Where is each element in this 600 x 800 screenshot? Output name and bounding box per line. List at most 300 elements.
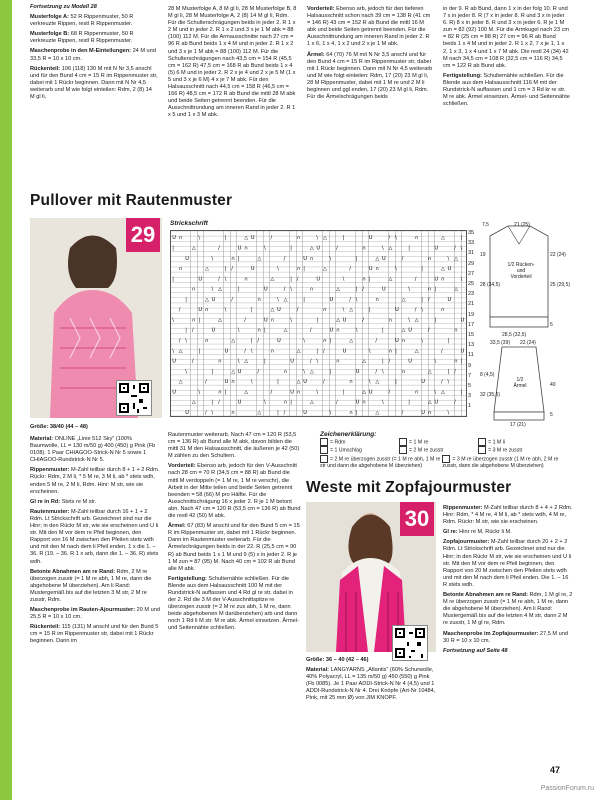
chart-symbol: △ [427, 368, 432, 375]
chart-symbol: | [447, 368, 450, 375]
chart-symbol: U [290, 389, 294, 396]
weste-qr-code[interactable] [392, 625, 428, 661]
chart-symbol: / [362, 286, 364, 293]
chart-symbol: △ [191, 399, 196, 406]
chart-symbol: ∩ [309, 286, 314, 293]
chart-symbol: △ [388, 245, 393, 252]
chart-symbol: ∩ [191, 286, 196, 293]
chart-symbol: △ [401, 327, 406, 334]
chart-symbol: △ [414, 317, 419, 324]
chart-symbol: \ [172, 348, 174, 355]
chart-symbol: △ [244, 389, 249, 396]
chart-symbol: U [277, 307, 281, 314]
top-col3-paragraph-text: 64 (70) 76 M mit N Nr 3,5 anschl und für den Bund 4 cm = 15 R im Rippenmuster str, dabei mit 1 Rückr beginnen. Dann mit N Nr 4,5 weiterarb und M wie folgt einteilen: Rdm, 17 (20) 23 M gl li, 28 M Rippenmuster, dabei mit 1 M re und 2 M li beginnen und ggl enden, 17 (20) 23 M gl li, Rdm. Für die Ärmelschrägungen beids [307, 51, 433, 101]
pullover-col1-paragraph [30, 467, 162, 495]
top-col1-paragraph-text: 24 M und 33,5 R = 10 x 10 cm. [30, 48, 156, 62]
chart-symbol: / [178, 338, 181, 344]
pullover-col1-paragraph-label: Rückenteil: [30, 624, 62, 631]
chart-symbol: U [211, 327, 216, 334]
chart-symbol: / [322, 348, 325, 355]
chart-symbol: △ [362, 358, 367, 365]
garment-schema [480, 222, 570, 432]
top-col1-paragraph-label: Musterfolge A: [30, 14, 71, 21]
weste-col2-paragraph-label: Gl re: [443, 529, 460, 536]
chart-symbol: U [172, 389, 176, 396]
chart-symbol: ∩ [440, 307, 445, 314]
chart-symbol: ∩ [427, 255, 432, 262]
chart-symbol: U [447, 266, 452, 273]
qr-pattern [393, 626, 427, 660]
chart-symbol: | [329, 338, 332, 344]
chart-symbol: △ [362, 389, 367, 396]
chart-symbol: \ [460, 276, 463, 283]
knitting-chart [170, 230, 467, 417]
chart-row-number: 27 [468, 270, 475, 277]
weste-col2-paragraph [443, 529, 573, 536]
chart-symbol: | [342, 389, 345, 396]
pullover-col1-paragraph-text: 115 (131) M anschl und für den Bund 5 cm = 15 R im Rippenmuster str, dabei mit 1 Rückr beginnen. Dann im [30, 624, 159, 645]
legend-item: = 1 M re [399, 438, 478, 446]
top-column-1 [30, 4, 158, 104]
top-col1-paragraph-label: Rückenteil: [30, 65, 62, 72]
page-number: 47 [549, 765, 560, 775]
chart-symbol: \ [408, 286, 410, 293]
chart-symbol: △ [204, 266, 209, 273]
chart-symbol: \ [381, 399, 384, 406]
chart-symbol: ∩ [322, 338, 327, 344]
chart-symbol: U [290, 358, 294, 365]
chart-symbol: / [362, 317, 364, 324]
chart-symbol: / [191, 358, 194, 365]
chart-symbol: △ [283, 327, 288, 334]
chart-symbol: ∩ [218, 389, 222, 396]
chart-symbol: / [401, 409, 404, 416]
qr-pattern [117, 381, 151, 415]
top-col4-paragraph-label: Fertigstellung: [443, 72, 484, 79]
chart-symbol: ∩ [349, 379, 353, 386]
chart-symbol: | [185, 296, 187, 303]
pullover-col2-paragraph-text: Ebenso arb, jedoch für den V-Ausschnitt nach 28 cm = 70 R (34,5 cm = 88 R) ab Bund die mittl M verdoppeln (= 1 M re, 1 M re verschr), die Arbeit in der Mitte teilen und beide Seiten getrennt beenden = 58 (66) M pro Hälfte. Für die Ausschnittschrägung 16 x jeder 2. R je 1 M betont abn. Nach 47 cm = 120 R (53,5 cm = 136 R) ab Bund die restl 42 (50) M abk. [168, 463, 301, 520]
chart-symbol: U [303, 379, 307, 386]
chart-symbol: U [224, 379, 229, 386]
top-column-3 [307, 6, 434, 104]
chart-symbol: ∩ [362, 399, 366, 406]
chart-symbol: \ [185, 368, 187, 375]
chart-symbol: \ [342, 307, 345, 314]
chart-symbol: U [434, 399, 439, 406]
chart-symbol: △ [336, 286, 340, 293]
chart-symbol: ∩ [204, 307, 209, 314]
chart-symbol: △ [322, 266, 327, 273]
chart-symbol: △ [336, 317, 340, 324]
chart-symbol: U [198, 276, 203, 283]
pullover-column-2 [168, 432, 301, 636]
chart-symbol: U [198, 307, 203, 314]
chart-symbol: ∩ [296, 235, 301, 242]
chart-symbol: △ [218, 286, 222, 293]
chart-symbol: \ [316, 358, 319, 365]
chart-symbol: | [211, 368, 214, 375]
chart-symbol: ∩ [388, 348, 393, 355]
pullover-col2-paragraph-text: Rautenmuster weiterarb. Nach 47 cm = 120 R (53,5 cm = 136 R) ab Bund alle M abk, davon bilden die mittl 31 M den Halsausschnitt, die äußeren je 42 (50) M zählen zu den Schultern. [168, 432, 300, 460]
pullover-col1-paragraph-text: 20 M und 25,5 R = 10 x 10 cm. [30, 607, 160, 621]
chart-symbol: | [355, 409, 358, 416]
chart-symbol: \ [355, 327, 358, 334]
legend-item: = 3 M re überzogen zusstr (1 M re abh, 2 M re zusstr, dann die abgehobene M überziehen) [442, 456, 559, 470]
chart-label: Strickschrift [170, 220, 208, 227]
chart-symbol: ∩ [336, 358, 340, 365]
chart-symbol: \ [290, 286, 292, 293]
top-col4-paragraphs [443, 6, 570, 108]
chart-symbol: U [447, 296, 452, 303]
chart-row-number: 1 [468, 403, 472, 410]
chart-symbol: △ [454, 255, 458, 262]
chart-symbol: △ [375, 255, 380, 262]
chart-symbol: \ [381, 368, 384, 375]
chart-symbol: \ [224, 307, 227, 314]
chart-symbol: ∩ [257, 296, 262, 303]
top-col4-paragraph-text: in der 9. R ab Bund, dann 1 x in der folg 10. R und 7 x in jeder 8. R (7 x in jeder 8. R und 3 x in jeder 6. R) 8 x in jeder 8. R und 3 x in jeder 6. R je 1 M zun = 82 (92) 100 M. Für die Armkugel nach 23 cm = 82 R (25 cm = 88 R) 27 cm = 96 R ab Bund beids 1 x 4 M und in jeder 2. R 1 x 2, 7 x je 1, 1 x 2, 1 x 3, 1 x 4 und 1 x 7 M abk. Die restl 24 (34) 42 M nach 34,5 cm = 108 R (32,5 cm = 116 R) 34,5 cm = 122 R ab Bund abk. [443, 6, 570, 69]
legend-item: = 2 M re überzogen zusstr (= 1 M re abh, 1 M re str und dann die abgehobene M überziehen) [320, 456, 441, 470]
chart-symbol: | [381, 327, 384, 334]
schema-dimension: 28 (34,5) [480, 282, 501, 288]
pullover-col1-paragraph [30, 509, 162, 566]
chart-symbol: ∩ [178, 266, 183, 273]
chart-symbol: △ [231, 368, 236, 375]
chart-symbol: / [414, 307, 417, 314]
chart-symbol: ∩ [178, 235, 183, 242]
chart-symbol: | [368, 307, 371, 314]
chart-symbol: ∩ [362, 245, 366, 252]
chart-symbol: | [277, 409, 279, 416]
chart-symbol: | [408, 245, 410, 252]
chart-symbol: ∩ [322, 307, 327, 314]
chart-symbol: △ [322, 235, 327, 242]
chart-symbol: / [244, 317, 246, 324]
chart-symbol: ∩ [283, 399, 288, 406]
weste-col2-paragraph [443, 592, 573, 627]
chart-symbol: U [316, 276, 321, 283]
chart-row-number: 29 [468, 260, 475, 267]
pullover-col1-paragraph [30, 436, 162, 464]
chart-symbol: \ [303, 338, 305, 344]
chart-symbol: U [237, 368, 242, 375]
chart-symbol: \ [434, 358, 437, 365]
pullover-col1-paragraph-label: Betonte Abnahmen am re Rand: [30, 568, 117, 575]
legend-symbol-icon [320, 438, 328, 446]
chart-row-number: 7 [468, 372, 472, 379]
chart-symbol: / [388, 389, 391, 396]
weste-col2-paragraphs [443, 505, 573, 645]
top-col1-paragraph-text: 52 R Rippenmuster, 50 R verkreuzte Rippen, restl R Rippenmuster. [30, 14, 134, 28]
weste-col2-paragraph-text: Hinr re M, Rückr li M. [459, 529, 512, 536]
chart-symbol: | [434, 317, 437, 324]
chart-symbol: / [388, 358, 391, 365]
chart-symbol: ∩ [191, 317, 196, 324]
schema-dimension: 8 (4,5) [480, 372, 495, 378]
chart-symbol: △ [178, 348, 183, 355]
top-col4-paragraph [443, 6, 570, 70]
chart-symbol: \ [329, 409, 332, 416]
top-column-4 [443, 6, 570, 111]
chart-symbol: \ [263, 245, 266, 252]
chart-symbol: / [231, 266, 233, 273]
schema-dimension: 21 (25) [514, 222, 530, 228]
chart-symbol: / [375, 338, 378, 344]
chart-symbol: \ [460, 245, 463, 252]
chart-symbol: / [283, 409, 286, 416]
chart-symbol: / [427, 296, 430, 303]
pullover-col2-paragraph [168, 463, 301, 520]
schema-back-label: 1/2 Rücken- und Vorderteil [507, 262, 535, 280]
chart-symbol: U [211, 296, 216, 303]
chart-row-number: 25 [468, 281, 475, 287]
chart-symbol: △ [244, 235, 249, 242]
chart-symbol: \ [395, 266, 397, 273]
legend-symbol-icon [320, 446, 328, 454]
chart-symbol: △ [204, 296, 209, 303]
chart-symbol: ∩ [454, 327, 458, 334]
pullover-qr-code[interactable] [116, 380, 152, 416]
watermark: PassionForum.ru [540, 785, 594, 792]
chart-symbol: \ [237, 327, 240, 334]
top-col3-paragraph-label: Vorderteil: [307, 6, 337, 12]
chart-symbol: U [395, 338, 399, 344]
chart-row-number: 31 [468, 250, 475, 257]
chart-symbol: △ [440, 389, 445, 396]
chart-symbol: | [250, 338, 253, 344]
legend-item: = 1 Umschlag [320, 446, 399, 454]
legend-items [320, 438, 575, 470]
chart-symbol: \ [224, 276, 227, 283]
schema-dimension: 25 (29,5) [550, 282, 571, 288]
chart-symbol: \ [237, 358, 240, 365]
chart-symbol: U [263, 286, 268, 293]
schema-dimension: 5 [550, 322, 553, 328]
chart-symbol: | [290, 276, 292, 283]
chart-row-number: 13 [468, 342, 475, 349]
chart-symbol: / [283, 255, 286, 262]
schema-dimension: 40 [550, 382, 556, 388]
chart-symbol: U [329, 327, 334, 334]
weste-size: Größe: 36 – 40 (42 – 46) [306, 657, 369, 663]
chart-symbol: U [172, 358, 176, 365]
chart-symbol: / [191, 327, 194, 334]
chart-symbol: U [277, 338, 281, 344]
top-col3-paragraph [307, 6, 434, 49]
chart-row-number: 9 [468, 362, 472, 369]
chart-symbol: ∩ [296, 266, 301, 273]
pullover-col1-paragraph-text: ONLINE „Linie 512 Sky“ (100% Baumwolle, LL = 130 m/50 g) 400 (450) g Pink (Fb 0108). 1 Paar CHIAGOO-Strick-N Nr 5 sowie 1 CHIAGOO-Rundstrick-N Nr 5. [30, 436, 156, 464]
chart-symbol: \ [211, 255, 214, 262]
chart-symbol: / [375, 368, 378, 375]
chart-symbol: △ [401, 296, 406, 303]
chart-symbol: / [309, 358, 312, 365]
top-col1-paragraph [30, 48, 158, 62]
top-col3-paragraphs [307, 6, 434, 101]
pullover-col1-paragraph [30, 607, 162, 621]
top-col1-paragraph [30, 14, 158, 28]
chart-row-number: 23 [468, 291, 475, 298]
legend-symbol-icon [399, 446, 407, 454]
chart-symbol: | [395, 379, 397, 386]
top-col3-paragraph-text: Ebenso arb, jedoch für den tieferen Halsausschnitt schon nach 39 cm = 138 R (41 cm = 146 R) 43 cm = 152 R ab Bund die mittl 16 M abk und beide Seiten getrennt beenden. Für die Ausschnittrundung am inneren Rand in jeder 2. R 1 x 6, 1 x 4, 1 x 2 und 2 x je 1 M abk. [307, 6, 431, 48]
chart-symbol: △ [244, 358, 249, 365]
weste-material [306, 667, 436, 705]
chart-symbol: U [316, 245, 321, 252]
schema-dimension: 28,5 (32,5) [502, 332, 527, 338]
chart-symbol: \ [250, 379, 253, 386]
chart-symbol: \ [316, 389, 319, 396]
pullover-number-badge: 29 [126, 218, 160, 252]
chart-symbol: △ [218, 317, 222, 324]
chart-symbol: \ [421, 307, 423, 314]
pullover-column-1 [30, 436, 162, 649]
legend-symbol-icon [478, 446, 486, 454]
top-col4-paragraph [443, 73, 570, 108]
chart-row-number: 17 [468, 321, 475, 328]
top-col1-paragraph [30, 31, 158, 45]
pullover-col1-paragraph-text: M-Zahl teilbar durch 8 + 1 + 2 Rdm. Rückr: Rdm, 2 M li, * 5 M re, 3 M li, ab * stets wdh, enden 5 M re, 2 M li, Rdm. Hinr: M str, wie sie erscheinen. [30, 467, 160, 495]
pullover-col2-paragraph [168, 432, 301, 460]
chart-symbol: \ [408, 317, 410, 324]
schema-sleeve-label: 1/2 Ärmel [513, 377, 527, 389]
chart-symbol: | [237, 255, 240, 262]
chart-symbol: ∩ [375, 266, 380, 273]
chart-symbol: △ [191, 245, 196, 252]
chart-symbol: | [303, 296, 305, 303]
schema-dimension: 19 [480, 252, 486, 258]
chart-symbol: ∩ [244, 245, 248, 252]
chart-symbol: / [296, 276, 299, 283]
chart-symbol: | [460, 389, 463, 396]
chart-symbol: ∩ [270, 317, 275, 324]
chart-symbol: / [257, 368, 260, 375]
chart-symbol: △ [309, 245, 314, 252]
pullover-size: Größe: 38/40 (44 – 48) [30, 424, 88, 430]
chart-symbol: U [460, 317, 465, 324]
pullover-title: Pullover mit Rautenmuster [30, 192, 233, 209]
chart-symbol: | [198, 317, 201, 324]
chart-grid [171, 231, 466, 416]
chart-symbol: | [460, 235, 463, 242]
top-col1-paragraph-text: 106 (118) 130 M mit N Nr 3,5 anschl und für den Bund 4 cm = 15 R im Rippenmuster str, dabei mit 1 Rückr beginnen. Dann mit N Nr 4,5 weiterarb und M wie folgt einteilen: Rdm, 2 (8) 14 M gl li, [30, 65, 158, 101]
chart-symbol: | [355, 286, 358, 293]
pullover-col2-paragraph-label: Fertigstellung: [168, 575, 209, 582]
chart-symbol: / [322, 379, 325, 386]
schema-dimension: 17 (21) [510, 422, 526, 428]
chart-symbol: / [204, 409, 207, 416]
chart-legend [320, 431, 575, 470]
top-column-2 [168, 6, 298, 123]
chart-symbol: U [250, 266, 255, 273]
chart-symbol: / [270, 235, 273, 242]
chart-symbol: ∩ [427, 409, 432, 416]
weste-col2-paragraph-label: Betonte Abnahmen am re Rand: [443, 592, 530, 599]
chart-symbol: ∩ [244, 276, 248, 283]
page-accent-bar [0, 0, 12, 800]
chart-symbol: U [460, 348, 465, 355]
top-col1-paragraphs [30, 14, 158, 101]
chart-symbol: △ [257, 255, 262, 262]
chart-symbol: U [381, 255, 386, 262]
chart-symbol: U [408, 358, 412, 365]
legend-item: = 3 M re zusstr [478, 446, 557, 454]
schema-dimension: 32 (35,5) [480, 392, 501, 398]
top-col1-paragraph-text: 68 R Rippenmuster, 50 R verkreuzte Rippen, restl R Rippenmuster. [30, 31, 134, 45]
weste-col2-paragraph-text: Rdm, 1 M gl re, 2 M re überzogen zusstr (= 1 M re abh, 1 M re, dann die abgehobene M überziehen). Am li Rand: Mustergemäß bis auf die letzten 4 M str, dann 2 M re zusstr, 1 M gl re, Rdm. [443, 592, 573, 627]
chart-symbol: | [172, 276, 174, 283]
chart-symbol: \ [303, 368, 305, 375]
chart-row-number: 3 [468, 393, 472, 400]
legend-symbol-icon [399, 438, 407, 446]
chart-symbol: | [381, 358, 384, 365]
chart-symbol: U [303, 409, 307, 416]
pullover-col1-paragraph-label: Maschenprobe im Rauten-Ajourmuster: [30, 607, 137, 614]
chart-symbol: U [250, 235, 255, 242]
chart-symbol: | [290, 245, 292, 252]
chart-symbol: △ [283, 296, 288, 303]
chart-symbol: U [368, 235, 373, 242]
chart-symbol: | [224, 389, 227, 396]
chart-symbol: ∩ [362, 276, 366, 283]
chart-symbol: | [368, 276, 371, 283]
chart-symbol: U [185, 409, 189, 416]
chart-symbol: U [434, 276, 439, 283]
pullover-col1-paragraph-label: Material: [30, 436, 55, 442]
chart-symbol: | [250, 307, 253, 314]
chart-symbol: ∩ [336, 327, 340, 334]
chart-symbol: ∩ [401, 368, 406, 375]
chart-symbol: △ [231, 338, 236, 344]
chart-symbol: | [342, 235, 345, 242]
chart-symbol: △ [427, 399, 432, 406]
chart-symbol: | [277, 379, 279, 386]
weste-col2-paragraph [443, 539, 573, 589]
chart-symbol: △ [414, 348, 419, 355]
chart-symbol: U [381, 286, 386, 293]
chart-symbol: \ [329, 255, 332, 262]
chart-symbol: \ [355, 296, 358, 303]
chart-row-number: 21 [468, 301, 475, 308]
chart-symbol: \ [172, 317, 174, 324]
chart-row-number: 19 [468, 311, 475, 318]
chart-symbol: U [408, 327, 412, 334]
top-col3-paragraph [307, 52, 434, 102]
chart-symbol: | [395, 348, 397, 355]
chart-symbol: ∩ [309, 255, 314, 262]
pullover-col2-paragraph-text: Schulternähte schließen. Für die Blende aus dem Halsausschnitt 100 M mit der Rundstrick-N auffassen und 4 Rd gl re str, dabei in der 2. Rd die 3 M der V-Ausschnittspitze re überzogen zusstr (= 2 M re zus abh, 1 M re, dann beide abgehobenen M darüberziehen) arb und dann noch 1 Rd li M str. M re abk. Ärmel einsetzen. Ärmel- und Seitennähte schließen. [168, 575, 299, 632]
pullover-col1-paragraph [30, 499, 162, 506]
chart-symbol: △ [296, 379, 301, 386]
chart-symbol: \ [198, 235, 201, 242]
chart-symbol: U [263, 317, 268, 324]
chart-symbol: \ [447, 379, 450, 386]
pullover-col1-paragraph-text: Rdm, 2 M re überzogen zusstr (= 1 M re abh, 1 M re, dann die abgehobene M überziehen). Am li Rand: Mustergemäß bis auf die letzten 3 M str, 2 M re zusstr, Rdm. [30, 568, 152, 603]
chart-symbol: | [303, 266, 305, 273]
continuation-header: Fortsetzung zu Modell 28 [30, 4, 97, 10]
chart-symbol: \ [381, 245, 384, 252]
chart-symbol: △ [178, 379, 183, 386]
chart-symbol: \ [368, 379, 371, 386]
chart-symbol: U [224, 348, 229, 355]
chart-symbol: | [460, 358, 463, 365]
chart-symbol: | [263, 358, 266, 365]
chart-symbol: △ [349, 338, 354, 344]
chart-symbol: \ [211, 286, 214, 293]
chart-row-number: 11 [468, 352, 474, 359]
top-col1-paragraph-label: Maschenprobe in den M-Einteilungen: [30, 48, 133, 55]
